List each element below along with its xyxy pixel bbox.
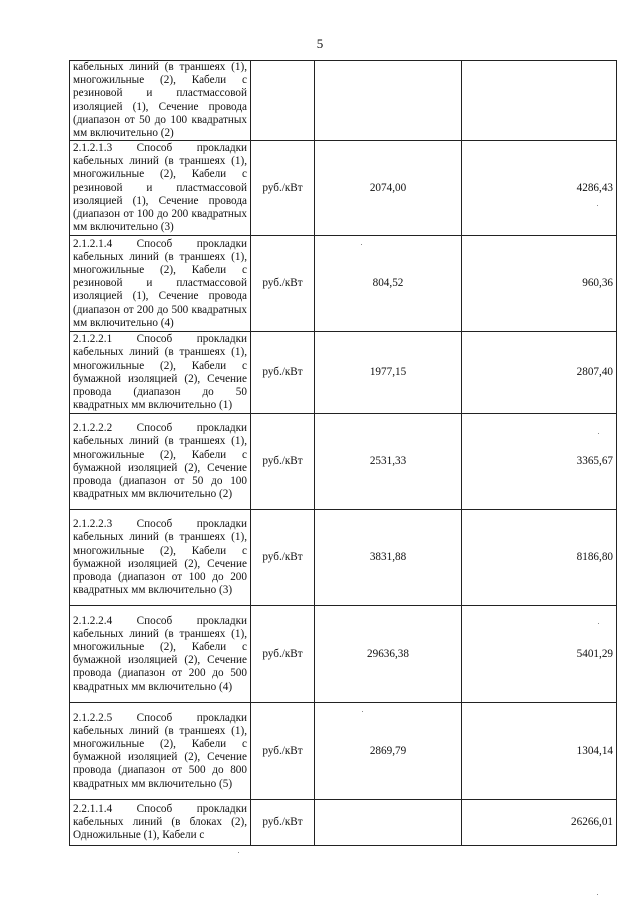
row-value-1: 2869,79 [315, 703, 462, 800]
row-description: 2.1.2.2.2 Способ прокладки кабельных линий (в траншеях (1), многожильные (2), Кабели с бумажной изоляцией (2), Сечение провода (диапазон от 50 до 100 квадратных мм включительно (2) [70, 414, 251, 510]
row-unit: руб./кВт [251, 800, 315, 846]
scan-speck [238, 852, 239, 853]
table-row [70, 510, 617, 606]
row-value-2: 8186,80 [462, 510, 617, 606]
row-value-1: 29636,38 [315, 606, 462, 703]
row-value-1 [315, 800, 462, 846]
scan-speck [597, 894, 598, 895]
table-row [70, 332, 617, 414]
row-value-1: 3831,88 [315, 510, 462, 606]
scan-speck [597, 205, 598, 206]
row-value-1: 804,52 [315, 236, 462, 332]
page-number: 5 [316, 36, 324, 51]
row-description: кабельных линий (в траншеях (1), многожильные (2), Кабели с резиновой и пластмассовой изоляцией (1), Сечение провода (диапазон от 50 до 100 квадратных мм включительно (2) [70, 61, 251, 141]
rates-table [69, 60, 617, 846]
row-description: 2.1.2.2.1 Способ прокладки кабельных линий (в траншеях (1), многожильные (2), Кабели с бумажной изоляцией (2), Сечение провода (диапазон до 50 квадратных мм включительно (1) [70, 332, 251, 414]
table-row [70, 236, 617, 332]
row-unit [251, 61, 315, 141]
row-description: 2.1.2.2.3 Способ прокладки кабельных линий (в траншеях (1), многожильные (2), Кабели с бумажной изоляцией (2), Сечение провода (диапазон от 100 до 200 квадратных мм включительно (3) [70, 510, 251, 606]
row-unit: руб./кВт [251, 141, 315, 236]
table-row [70, 141, 617, 236]
scan-speck [598, 623, 599, 624]
scan-speck [361, 244, 362, 245]
row-value-1: 1977,15 [315, 332, 462, 414]
row-description: 2.1.2.1.4 Способ прокладки кабельных линий (в траншеях (1), многожильные (2), Кабели с резиновой и пластмассовой изоляцией (1), Сечение провода (диапазон от 200 до 500 квадратных мм включительно (4) [70, 236, 251, 332]
row-unit: руб./кВт [251, 703, 315, 800]
row-unit: руб./кВт [251, 332, 315, 414]
row-value-1: 2074,00 [315, 141, 462, 236]
row-value-2: 4286,43 [462, 141, 617, 236]
row-value-2: 3365,67 [462, 414, 617, 510]
scan-speck [598, 433, 599, 434]
scan-speck [362, 711, 363, 712]
table-row [70, 414, 617, 510]
row-unit: руб./кВт [251, 510, 315, 606]
row-value-2: 26266,01 [462, 800, 617, 846]
table-row [70, 800, 617, 846]
row-value-2: 2807,40 [462, 332, 617, 414]
row-description: 2.1.2.1.3 Способ прокладки кабельных линий (в траншеях (1), многожильные (2), Кабели с резиновой и пластмассовой изоляцией (1), Сечение провода (диапазон от 100 до 200 квадратных мм включительно (3) [70, 141, 251, 236]
table-row [70, 606, 617, 703]
row-unit: руб./кВт [251, 606, 315, 703]
row-value-1: 2531,33 [315, 414, 462, 510]
table-row [70, 61, 617, 141]
row-value-2: 960,36 [462, 236, 617, 332]
row-description: 2.2.1.1.4 Способ прокладки кабельных линий (в блоках (2), Одножильные (1), Кабели с [70, 800, 251, 846]
row-unit: руб./кВт [251, 414, 315, 510]
table-row [70, 703, 617, 800]
row-value-2: 1304,14 [462, 703, 617, 800]
row-unit: руб./кВт [251, 236, 315, 332]
row-description: 2.1.2.2.5 Способ прокладки кабельных линий (в траншеях (1), многожильные (2), Кабели с бумажной изоляцией (2), Сечение провода (диапазон от 500 до 800 квадратных мм включительно (5) [70, 703, 251, 800]
row-value-1 [315, 61, 462, 141]
row-value-2: 5401,29 [462, 606, 617, 703]
row-value-2 [462, 61, 617, 141]
row-description: 2.1.2.2.4 Способ прокладки кабельных линий (в траншеях (1), многожильные (2), Кабели с бумажной изоляцией (2), Сечение провода (диапазон от 200 до 500 квадратных мм включительно (4) [70, 606, 251, 703]
